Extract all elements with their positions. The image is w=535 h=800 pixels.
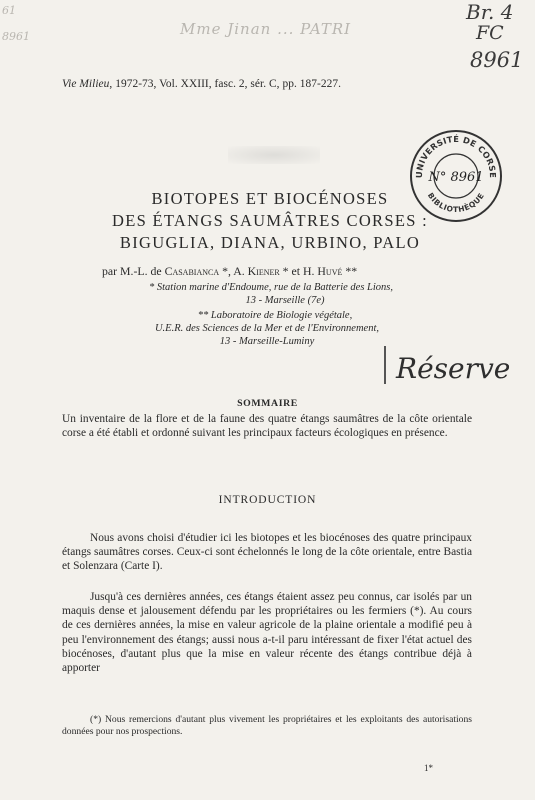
footnote: (*) Nous remercions d'autant plus vivement les propriétaires et les exploitants des autorisations données pour nos prospections. xyxy=(62,714,472,737)
scan-smudge xyxy=(228,146,320,164)
introduction-paragraph-2: Jusqu'à ces dernières années, ces étangs étaient assez peu connus, car isolés par un maquis dense et jalousement défendu par les propriétaires ou les fermiers (*). Au cours de ces dernières années, la mise en valeur agricole de la plaine orientale a modifié peu à peu l'environnement des étangs; aussi nous a-t-il paru intéressant de fixer l'état actuel des biocénoses, d'autant plus que la mise en valeur récente des étangs contribue déjà à apporter xyxy=(62,591,472,675)
author-suffix: ** xyxy=(342,264,358,278)
page-mark: 1* xyxy=(424,763,433,773)
sommaire-text: Un inventaire de la flore et de la faune des quatre étangs saumâtres de la côte orientale corse a été établi et ordonné suivant les principaux facteurs écologiques en présence. xyxy=(62,413,472,440)
introduction-heading: INTRODUCTION xyxy=(218,494,317,506)
title-line-2: DES ÉTANGS SAUMÂTRES CORSES : xyxy=(111,211,428,230)
affiliation-1-line-1: * Station marine d'Endoume, rue de la Batterie des Lions, xyxy=(148,282,393,293)
margin-mark-2: 8961 xyxy=(2,30,30,43)
author-prefix: par M.-L. de xyxy=(102,264,165,278)
author-sep-1: *, A. xyxy=(219,264,248,278)
author-sep-2: * et H. xyxy=(279,264,318,278)
author-casabianca: Casabianca xyxy=(164,264,220,278)
journal-citation xyxy=(62,78,482,90)
title-line-1: BIOTOPES ET BIOCÉNOSES xyxy=(151,189,389,208)
affiliation-2-line-2: U.E.R. des Sciences de la Mer et de l'Environnement, xyxy=(154,323,380,334)
title-line-3: BIGUGLIA, DIANA, URBINO, PALO xyxy=(119,233,421,252)
introduction-paragraph-1: Nous avons choisi d'étudier ici les biotopes et les biocénoses des quatre principaux étangs saumâtres corses. Ceux-ci sont échelonnés le long de la côte orientale, entre Bastia et Solenzara (Carte I). xyxy=(62,532,472,573)
stamp-bottom-text: BIBLIOTHÈQUE xyxy=(425,191,487,215)
author-huve: Huvé xyxy=(317,264,343,278)
sommaire-heading: SOMMAIRE xyxy=(237,398,298,409)
handwritten-top-note: Mme Jinan ... PATRI xyxy=(180,20,352,38)
call-number-line3: 8961 xyxy=(470,48,524,72)
reserve-handwriting: Réserve xyxy=(396,352,511,385)
reserve-bracket xyxy=(384,346,386,384)
author-line xyxy=(102,264,432,279)
call-number-line2: FC xyxy=(476,22,504,44)
affiliation-2-line-1: ** Laboratoire de Biologie végétale, xyxy=(197,310,353,321)
stamp-number: N° 8961 xyxy=(428,170,484,185)
affiliation-2-line-3: 13 - Marseille-Luminy xyxy=(219,336,315,347)
journal-name: Vie Milieu xyxy=(62,78,110,90)
author-kiener: Kiener xyxy=(247,264,280,278)
stamp-top-text: UNIVERSITÉ DE CORSE xyxy=(413,133,499,179)
call-number-line1: Br. 4 xyxy=(466,0,514,24)
margin-mark-1: 61 xyxy=(2,4,16,17)
citation-details: , 1972-73, Vol. XXIII, fasc. 2, sér. C, pp. 187-227. xyxy=(109,78,341,90)
affiliation-1-line-2: 13 - Marseille (7e) xyxy=(245,295,325,306)
